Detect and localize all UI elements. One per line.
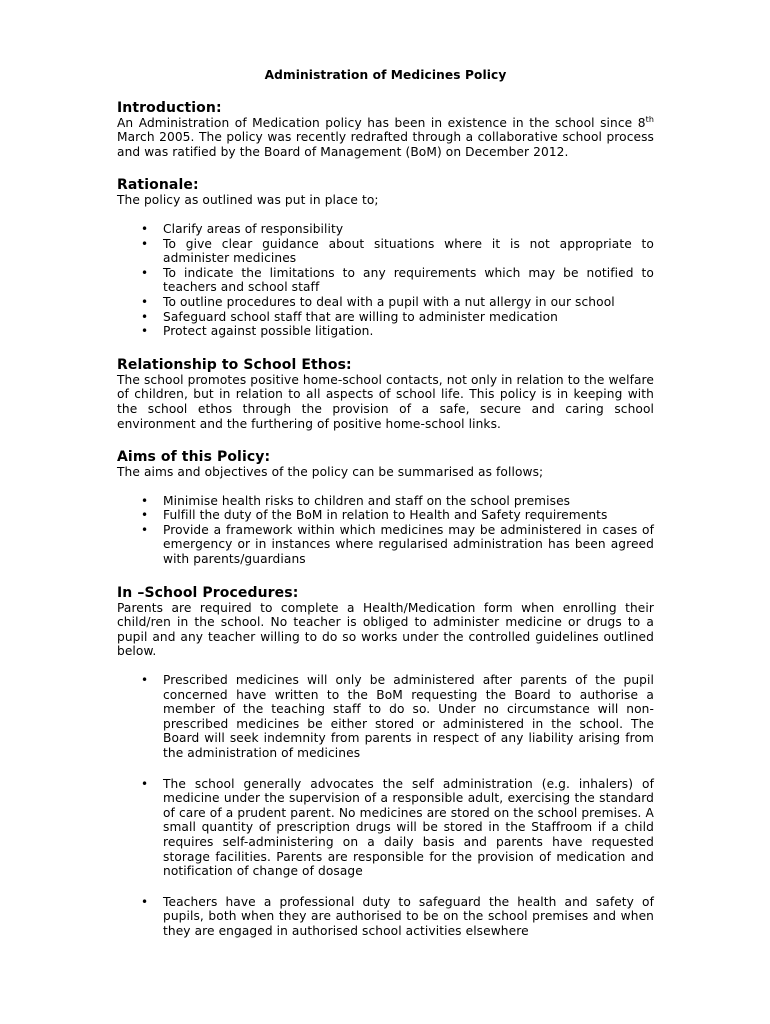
- ethos-heading: Relationship to School Ethos:: [117, 356, 352, 373]
- procedures-heading: In –School Procedures:: [117, 584, 299, 601]
- list-item: [117, 295, 654, 310]
- list-item: [117, 523, 654, 567]
- bullet-icon: •: [141, 324, 149, 339]
- list-item-text: Protect against possible litigation.: [163, 324, 374, 339]
- list-item-text: To give clear guidance about situations where it is not appropriate to administer medicines: [163, 236, 654, 266]
- procedures-section: [117, 585, 654, 939]
- bullet-icon: •: [141, 776, 149, 791]
- bullet-icon: •: [141, 508, 149, 523]
- list-item-text: Safeguard school staff that are willing to administer medication: [163, 309, 558, 324]
- bullet-icon: •: [141, 294, 149, 309]
- list-item: [117, 222, 654, 237]
- procedures-intro: Parents are required to complete a Health/Medication form when enrolling their child/ren in the school. No teacher is obliged to administer medicine or drugs to a pupil and any teacher willing to do so works under the controlled guidelines outlined below.: [117, 600, 654, 659]
- list-item: [117, 673, 654, 761]
- list-item: [117, 266, 654, 295]
- introduction-paragraph: [117, 116, 654, 160]
- list-item: [117, 237, 654, 266]
- rationale-list: [117, 222, 654, 339]
- list-item-text: Fulfill the duty of the BoM in relation to Health and Safety requirements: [163, 508, 608, 523]
- bullet-icon: •: [141, 265, 149, 280]
- introduction-text-part2: March 2005. The policy was recently redrafted through a collaborative school process and was ratified by the Board of Management (BoM) on December 2012.: [117, 130, 654, 159]
- bullet-icon: •: [141, 493, 149, 508]
- rationale-heading: Rationale:: [117, 177, 199, 194]
- aims-intro: The aims and objectives of the policy can be summarised as follows;: [117, 465, 544, 480]
- ethos-section: [117, 357, 654, 431]
- list-item-text: Teachers have a professional duty to safeguard the health and safety of pupils, both when they are authorised to be on the school premises and when they are engaged in authorised school activities elsewhere: [163, 894, 654, 938]
- list-item: [117, 324, 654, 339]
- introduction-heading: Introduction:: [117, 99, 222, 116]
- aims-section: [117, 449, 654, 567]
- document-title: Administration of Medicines Policy: [264, 68, 507, 82]
- list-item: [117, 508, 654, 523]
- ordinal-suffix: th: [645, 114, 654, 124]
- list-item-text: Prescribed medicines will only be administered after parents of the pupil concerned have written to the BoM requesting the Board to authorise a member of the teaching staff to do so. Under no circumstance will non-prescribed medicines be either stored or administered in the school. The Board will seek indemnity from parents in respect of any liability arising from the administration of medicines: [163, 673, 654, 760]
- rationale-intro: The policy as outlined was put in place to;: [117, 193, 379, 208]
- list-item-text: The school generally advocates the self administration (e.g. inhalers) of medicine under the supervision of a responsible adult, exercising the standard of care of a prudent parent. No medicines are stored on the school premises. A small quantity of prescription drugs will be stored in the Staffroom if a child requires self-administering on a daily basis and parents have requested storage facilities. Parents are responsible for the provision of medication and notification of change of dosage: [163, 776, 654, 879]
- list-item-text: Clarify areas of responsibility: [163, 221, 344, 236]
- list-item-text: To outline procedures to deal with a pupil with a nut allergy in our school: [163, 294, 615, 309]
- introduction-text-part1: An Administration of Medication policy has been in existence in the school since 8: [117, 115, 646, 130]
- list-item-text: To indicate the limitations to any requirements which may be notified to teachers and school staff: [163, 265, 654, 295]
- list-item-text: Provide a framework within which medicines may be administered in cases of emergency or in instances where regularised administration has been agreed with parents/guardians: [163, 522, 654, 567]
- list-item: [117, 777, 654, 879]
- list-item-text: Minimise health risks to children and staff on the school premises: [163, 493, 571, 508]
- procedures-list: [117, 673, 654, 939]
- bullet-icon: •: [141, 236, 149, 251]
- bullet-icon: •: [141, 522, 149, 537]
- rationale-section: [117, 177, 654, 338]
- document-body: [117, 68, 654, 957]
- bullet-icon: •: [141, 221, 149, 236]
- aims-heading: Aims of this Policy:: [117, 449, 271, 466]
- bullet-icon: •: [141, 309, 149, 324]
- list-item: [117, 895, 654, 939]
- bullet-icon: •: [141, 894, 149, 909]
- list-item: [117, 494, 654, 509]
- list-item: [117, 310, 654, 325]
- introduction-section: [117, 100, 654, 160]
- aims-list: [117, 494, 654, 567]
- ethos-paragraph: The school promotes positive home-school contacts, not only in relation to the welfare of children, but in relation to all aspects of school life. This policy is in keeping with the school ethos through the provision of a safe, secure and caring school environment and the furthering of positive home-school links.: [117, 372, 654, 431]
- bullet-icon: •: [141, 673, 149, 688]
